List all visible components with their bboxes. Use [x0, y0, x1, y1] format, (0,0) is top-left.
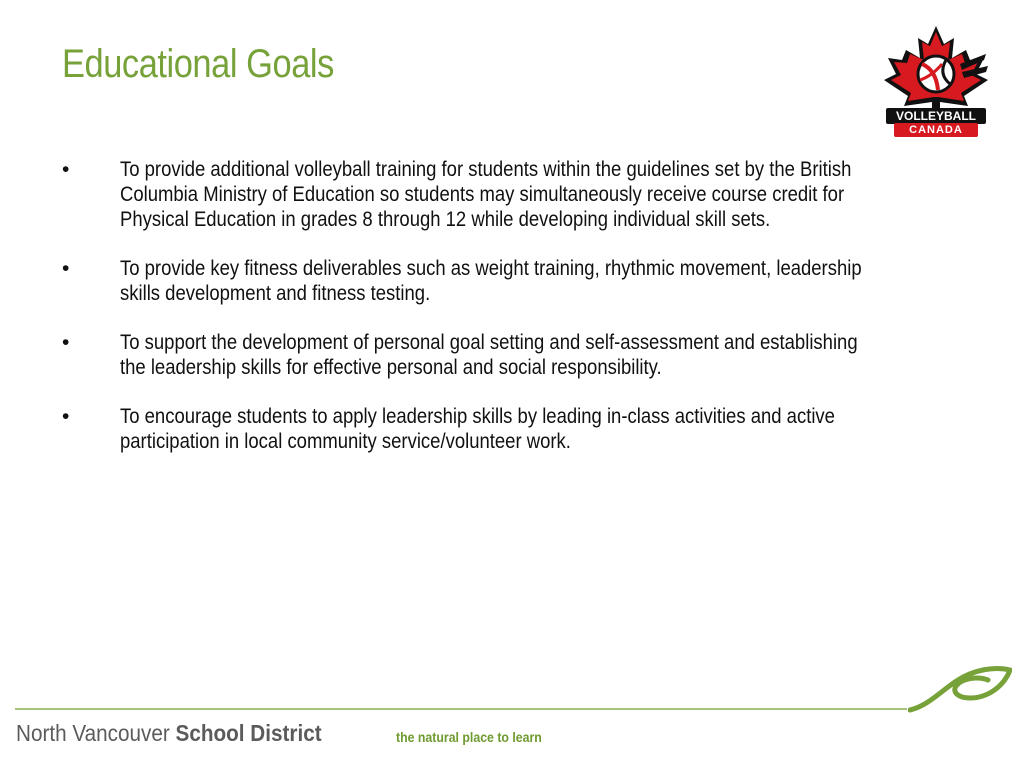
bullet-marker: • — [62, 405, 70, 428]
footer-divider — [15, 708, 907, 710]
slide-title: Educational Goals — [62, 42, 334, 86]
bullet-marker: • — [62, 158, 70, 181]
list-item — [62, 330, 962, 380]
bullet-text: To support the development of personal goal setting and self-assessment and establishing the leadership skills for effective personal and social responsibility. — [120, 331, 858, 379]
bullet-marker: • — [62, 257, 70, 280]
goals-list — [62, 157, 962, 478]
bullet-text: To provide additional volleyball training for students within the guidelines set by the British Columbia Ministry of Education so students may simultaneously receive course credit for Physical Education in grades 8 through 12 while developing individual skill sets. — [120, 158, 852, 231]
bullet-marker: • — [62, 331, 70, 354]
logo-wordmark-top: VOLLEYBALL — [896, 109, 976, 123]
bullet-text: To encourage students to apply leadership skills by leading in-class activities and active participation in local community service/volunteer work. — [120, 405, 835, 453]
district-name-bold: School District — [175, 720, 322, 746]
leaf-icon — [908, 660, 1012, 716]
district-name — [16, 720, 322, 747]
district-name-light: North Vancouver — [16, 720, 170, 746]
list-item — [62, 404, 962, 454]
list-item — [62, 157, 962, 232]
volleyball-canada-logo — [880, 24, 992, 142]
bullet-text: To provide key fitness deliverables such as weight training, rhythmic movement, leadership skills development and fitness testing. — [120, 257, 862, 305]
tagline: the natural place to learn — [396, 729, 542, 745]
list-item — [62, 256, 962, 306]
logo-wordmark-bottom: CANADA — [909, 124, 963, 136]
